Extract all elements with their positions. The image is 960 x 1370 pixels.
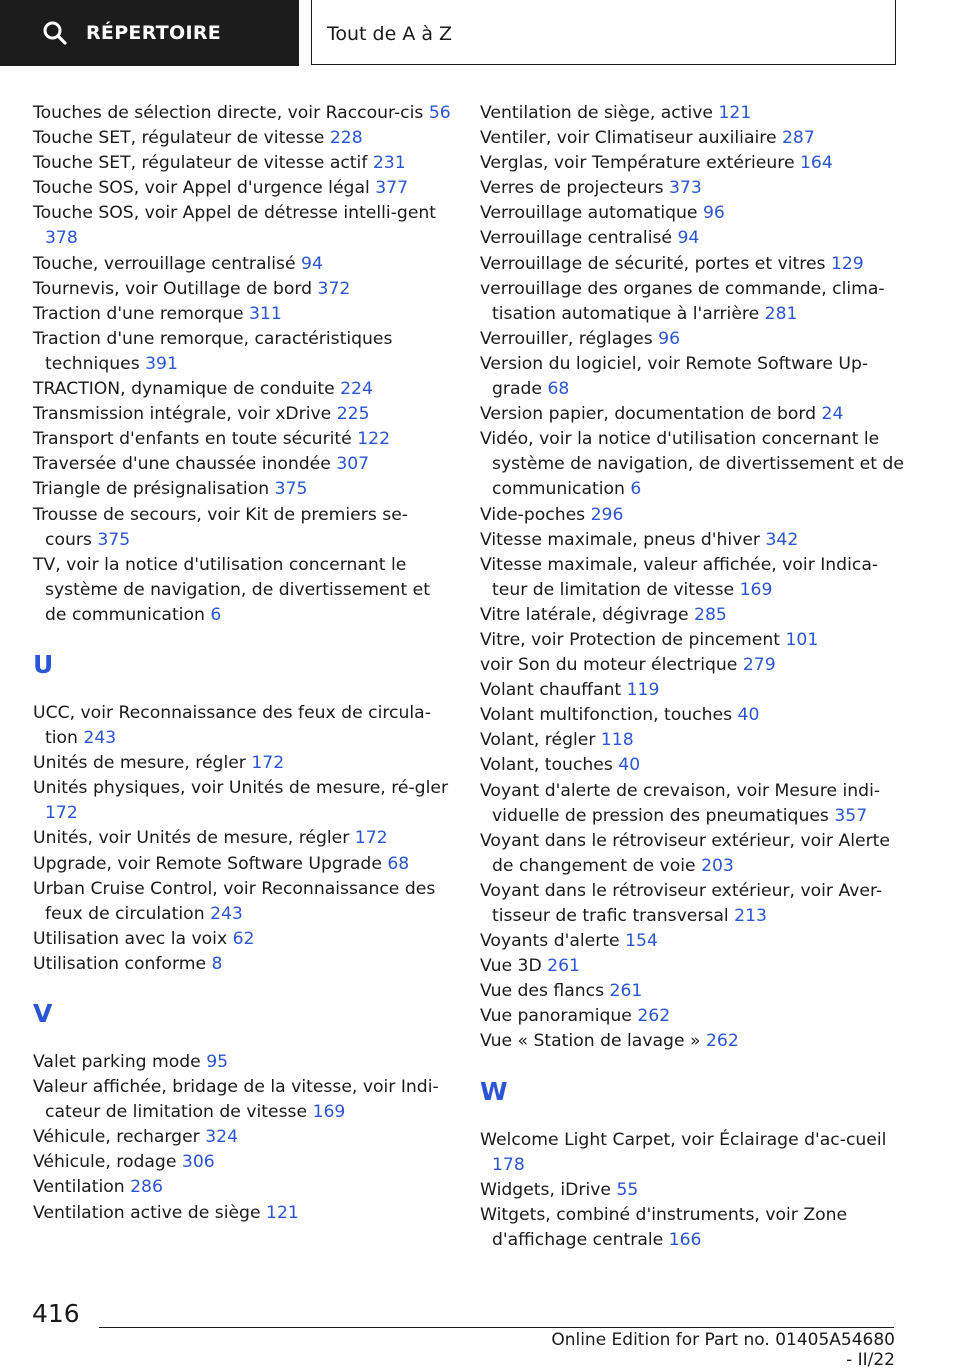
index-entry-text: Touche, verrouillage centralisé bbox=[33, 253, 302, 274]
page-link[interactable]: 95 bbox=[206, 1052, 229, 1072]
page-link[interactable]: 68 bbox=[387, 853, 410, 874]
index-entry bbox=[33, 176, 453, 201]
index-entry-text: Ventilation bbox=[33, 1177, 131, 1198]
index-column-right bbox=[480, 101, 910, 1253]
page-link[interactable]: 281 bbox=[764, 303, 798, 324]
index-entry-text: Unités physiques, voir Unités de mesure, ré-gler bbox=[33, 778, 449, 799]
index-entry-text: Voyant dans le rétroviseur extérieur, voir Aver-tisseur de trafic transversal bbox=[480, 880, 883, 926]
index-entry bbox=[33, 1125, 453, 1150]
page-link[interactable]: 261 bbox=[609, 981, 643, 1002]
page-link[interactable]: 262 bbox=[705, 1031, 739, 1052]
index-entry bbox=[480, 503, 910, 528]
index-entry bbox=[480, 879, 910, 929]
page-link[interactable]: 118 bbox=[600, 730, 634, 751]
index-entry-text: Verrouillage automatique bbox=[480, 203, 703, 224]
index-entry-text: Utilisation conforme bbox=[33, 953, 212, 974]
index-entry-text: Ventilation de siège, active bbox=[480, 103, 719, 123]
index-entry-text: Vitre, voir Protection de pincement bbox=[480, 629, 786, 650]
index-entry bbox=[480, 1004, 910, 1029]
index-entry bbox=[33, 201, 453, 251]
page-link[interactable]: 373 bbox=[669, 178, 702, 199]
page-link[interactable]: 285 bbox=[694, 604, 727, 625]
index-entry bbox=[33, 101, 453, 126]
index-entry-text: Vue panoramique bbox=[480, 1006, 638, 1027]
index-entry bbox=[33, 1050, 453, 1075]
index-entry bbox=[480, 954, 910, 979]
section-title: Tout de A à Z bbox=[327, 23, 453, 45]
page-link[interactable]: 311 bbox=[249, 303, 282, 324]
page-link[interactable]: 101 bbox=[785, 629, 819, 650]
index-entry bbox=[480, 226, 910, 251]
index-entry bbox=[33, 826, 453, 851]
index-entry-text: Transport d'enfants en toute sécurité bbox=[33, 429, 358, 450]
index-entry-text: Vide-poches bbox=[480, 504, 591, 525]
index-entry bbox=[33, 377, 453, 402]
page-link[interactable]: 122 bbox=[357, 429, 391, 450]
page-link[interactable]: 372 bbox=[317, 278, 351, 299]
index-entry-text: TRACTION, dynamique de conduite bbox=[33, 379, 341, 400]
page-link[interactable]: 40 bbox=[618, 755, 641, 776]
index-entry bbox=[480, 929, 910, 954]
index-entry-text: Touche SET, régulateur de vitesse bbox=[33, 128, 330, 149]
page-link[interactable]: 262 bbox=[637, 1006, 671, 1027]
index-entry bbox=[33, 952, 453, 977]
page-link[interactable]: 279 bbox=[742, 655, 776, 676]
index-entry bbox=[33, 277, 453, 302]
index-entry-text: Version du logiciel, voir Remote Software Up-grade bbox=[480, 353, 869, 400]
index-entry-text: Welcome Light Carpet, voir Éclairage d'ac-cueil bbox=[480, 1129, 887, 1150]
page-link[interactable]: 154 bbox=[625, 931, 658, 952]
index-entry-text: Ventilation active de siège bbox=[33, 1202, 267, 1223]
index-entry-text: Volant chauffant bbox=[480, 680, 627, 701]
index-entry bbox=[33, 503, 453, 553]
index-entry bbox=[33, 1201, 453, 1226]
page-link[interactable]: 121 bbox=[266, 1202, 299, 1223]
page-link[interactable]: 172 bbox=[354, 828, 388, 849]
index-entry-text: Traction d'une remorque bbox=[33, 303, 249, 324]
page-link[interactable]: 224 bbox=[340, 379, 373, 400]
index-entry bbox=[480, 176, 910, 201]
page-link[interactable]: 8 bbox=[211, 953, 223, 974]
index-entry-text: Verres de projecteurs bbox=[480, 178, 669, 199]
index-entry-text: Utilisation avec la voix bbox=[33, 928, 233, 949]
page-link[interactable]: 40 bbox=[737, 705, 760, 726]
index-tab-label: RÉPERTOIRE bbox=[86, 22, 222, 44]
index-entry bbox=[33, 1075, 453, 1125]
index-entry bbox=[480, 979, 910, 1004]
index-entry-text: Vue des flancs bbox=[480, 981, 610, 1002]
page-link[interactable]: 6 bbox=[210, 604, 222, 625]
index-entry-text: Version papier, documentation de bord bbox=[480, 404, 822, 425]
index-entry-text: Volant, touches bbox=[480, 755, 619, 776]
page-link[interactable]: 375 bbox=[97, 529, 131, 550]
index-entry-text: verrouillage des organes de commande, clima-tisation automatique à l'arrière bbox=[480, 278, 885, 324]
page-link[interactable]: 391 bbox=[145, 353, 178, 374]
page-link[interactable]: 121 bbox=[718, 103, 752, 123]
index-entry bbox=[33, 327, 453, 377]
index-entry bbox=[33, 452, 453, 477]
index-entry bbox=[480, 528, 910, 553]
index-entry bbox=[480, 703, 910, 728]
search-icon bbox=[42, 20, 68, 46]
index-entry-text: Verglas, voir Température extérieure bbox=[480, 153, 800, 174]
page-link[interactable]: 357 bbox=[834, 805, 868, 826]
index-entry-text: Valet parking mode bbox=[33, 1052, 207, 1072]
index-entry bbox=[33, 776, 453, 826]
page-link[interactable]: 261 bbox=[547, 956, 580, 977]
index-entry bbox=[480, 728, 910, 753]
index-entry bbox=[33, 477, 453, 502]
page-link[interactable]: 243 bbox=[83, 728, 117, 749]
index-entry-text: Verrouillage centralisé bbox=[480, 228, 678, 249]
index-entry bbox=[480, 753, 910, 778]
page-link[interactable]: 169 bbox=[739, 579, 773, 600]
index-entry bbox=[480, 1128, 910, 1178]
page-link[interactable]: 286 bbox=[130, 1177, 163, 1198]
page-link[interactable]: 172 bbox=[251, 753, 285, 774]
index-entry bbox=[480, 327, 910, 352]
page-link[interactable]: 228 bbox=[329, 128, 363, 149]
index-entry-text: Voyant d'alerte de crevaison, voir Mesure indi-viduelle de pression des pneumatiques bbox=[480, 780, 881, 826]
index-entry-text: Vue « Station de lavage » bbox=[480, 1031, 706, 1052]
index-entry bbox=[33, 427, 453, 452]
index-entry-text: Valeur affichée, bridage de la vitesse, voir Indi-cateur de limitation de vitesse bbox=[33, 1077, 439, 1123]
index-entry-text: Traversée d'une chaussée inondée bbox=[33, 454, 337, 475]
index-entry-text: Urban Cruise Control, voir Reconnaissance des feux de circulation bbox=[33, 878, 436, 924]
page-link[interactable]: 324 bbox=[205, 1127, 239, 1148]
page-link[interactable]: 129 bbox=[830, 253, 864, 274]
index-entry-text: Triangle de présignalisation bbox=[33, 479, 275, 500]
page-link[interactable]: 243 bbox=[210, 903, 243, 924]
index-entry bbox=[480, 201, 910, 226]
index-entry bbox=[480, 277, 910, 327]
index-entry bbox=[33, 151, 453, 176]
index-entry bbox=[480, 252, 910, 277]
page-link[interactable]: 94 bbox=[301, 253, 323, 274]
page-link[interactable]: 94 bbox=[677, 228, 700, 249]
page-link[interactable]: 307 bbox=[336, 454, 370, 475]
index-entry bbox=[480, 603, 910, 628]
index-entry-text: Touche SOS, voir Appel de détresse intelli-gent bbox=[33, 203, 437, 224]
index-tab[interactable] bbox=[0, 0, 299, 66]
page-link[interactable]: 296 bbox=[590, 504, 624, 525]
page-link[interactable]: 172 bbox=[45, 803, 78, 824]
page-link[interactable]: 96 bbox=[702, 203, 725, 224]
index-entry bbox=[33, 927, 453, 952]
index-entry-text: voir Son du moteur électrique bbox=[480, 655, 743, 676]
section-title-box bbox=[311, 0, 896, 65]
index-entry bbox=[480, 352, 910, 402]
index-column-left bbox=[33, 101, 453, 1226]
index-entry-text: Touches de sélection directe, voir Raccour-cis bbox=[33, 103, 429, 123]
page-link[interactable]: 6 bbox=[630, 479, 642, 500]
page-link[interactable]: 96 bbox=[658, 328, 681, 349]
index-entry-text: Vitesse maximale, valeur affichée, voir Indica-teur de limitation de vitesse bbox=[480, 554, 879, 600]
index-entry-text: Vitre latérale, dégivrage bbox=[480, 604, 695, 625]
index-entry-text: Vue 3D bbox=[480, 956, 548, 977]
index-entry bbox=[33, 1175, 453, 1200]
index-entry bbox=[480, 427, 910, 502]
section-letter: V bbox=[33, 999, 53, 1028]
index-entry-text: Widgets, iDrive bbox=[480, 1179, 617, 1200]
page-link[interactable]: 56 bbox=[428, 103, 451, 123]
index-entry bbox=[33, 751, 453, 776]
index-entry bbox=[33, 1150, 453, 1175]
index-entry-text: Transmission intégrale, voir xDrive bbox=[33, 404, 337, 425]
index-entry-text: TV, voir la notice d'utilisation concernant le système de navigation, de divertissement et de communication bbox=[33, 554, 430, 625]
index-entry-text: Verrouillage de sécurité, portes et vitres bbox=[480, 253, 831, 274]
page-link[interactable]: 378 bbox=[45, 228, 78, 249]
page-link[interactable]: 213 bbox=[734, 906, 767, 926]
index-entry-text: Voyant dans le rétroviseur extérieur, voir Alerte de changement de voie bbox=[480, 830, 890, 876]
index-entry bbox=[480, 678, 910, 703]
index-entry-text: Véhicule, recharger bbox=[33, 1127, 206, 1148]
page-link[interactable]: 24 bbox=[821, 404, 844, 425]
index-entry-text: Verrouiller, réglages bbox=[480, 328, 659, 349]
index-entry bbox=[480, 126, 910, 151]
index-entry-text: Volant, régler bbox=[480, 730, 601, 751]
index-entry-text: Vitesse maximale, pneus d'hiver bbox=[480, 529, 766, 550]
page-link[interactable]: 231 bbox=[372, 153, 406, 174]
page-link[interactable]: 377 bbox=[375, 178, 409, 199]
index-entry bbox=[480, 151, 910, 176]
index-entry-text: Unités de mesure, régler bbox=[33, 753, 252, 774]
index-entry bbox=[480, 653, 910, 678]
index-entry bbox=[480, 1029, 910, 1054]
index-entry bbox=[480, 553, 910, 603]
page-link[interactable]: 166 bbox=[668, 1229, 702, 1250]
index-entry-text: Upgrade, voir Remote Software Upgrade bbox=[33, 853, 388, 874]
index-entry bbox=[480, 829, 910, 879]
section-letter: U bbox=[33, 649, 54, 679]
page-link[interactable]: 203 bbox=[701, 855, 734, 876]
footer-edition: Online Edition for Part no. 01405A54680 - II/22 bbox=[551, 1330, 895, 1370]
index-entry-text: Ventiler, voir Climatiseur auxiliaire bbox=[480, 128, 782, 149]
index-entry bbox=[33, 553, 453, 628]
footer-divider bbox=[99, 1327, 894, 1328]
index-entry bbox=[33, 852, 453, 877]
index-entry bbox=[33, 402, 453, 427]
index-entry bbox=[480, 628, 910, 653]
page-link[interactable]: 178 bbox=[492, 1154, 525, 1175]
page-link[interactable]: 306 bbox=[181, 1152, 215, 1173]
index-entry bbox=[33, 701, 453, 751]
index-entry bbox=[33, 877, 453, 927]
index-entry-text: Touche SOS, voir Appel d'urgence légal bbox=[33, 178, 376, 199]
index-entry-text: Touche SET, régulateur de vitesse actif bbox=[33, 153, 373, 174]
index-entry bbox=[480, 1203, 910, 1253]
page-header bbox=[0, 0, 960, 66]
page-link[interactable]: 225 bbox=[336, 404, 370, 425]
index-entry bbox=[33, 126, 453, 151]
page-link[interactable]: 68 bbox=[547, 379, 570, 400]
index-entry-text: UCC, voir Reconnaissance des feux de circula-tion bbox=[33, 702, 431, 749]
page-number: 416 bbox=[32, 1299, 80, 1328]
page-link[interactable]: 287 bbox=[782, 128, 815, 149]
index-entry-text: Véhicule, rodage bbox=[33, 1152, 182, 1173]
page-link[interactable]: 119 bbox=[626, 680, 660, 701]
index-entry-text: Vidéo, voir la notice d'utilisation concernant le système de navigation, de divertissement et de communication bbox=[480, 429, 904, 500]
section-letter: W bbox=[480, 1076, 508, 1106]
index-entry bbox=[480, 779, 910, 829]
page-link[interactable]: 55 bbox=[616, 1179, 639, 1200]
page-link[interactable]: 62 bbox=[232, 928, 255, 949]
index-entry bbox=[33, 252, 453, 277]
index-entry-text: Tournevis, voir Outillage de bord bbox=[33, 278, 318, 299]
index-entry-text: Unités, voir Unités de mesure, régler bbox=[33, 828, 355, 849]
index-entry bbox=[480, 402, 910, 427]
index-entry bbox=[33, 302, 453, 327]
index-entry-text: Trousse de secours, voir Kit de premiers se-cours bbox=[33, 504, 408, 550]
index-entry-text: Traction d'une remorque, caractéristiques techniques bbox=[33, 328, 393, 374]
page-link[interactable]: 342 bbox=[765, 529, 799, 550]
index-entry bbox=[480, 101, 910, 126]
page-link[interactable]: 164 bbox=[799, 153, 833, 174]
page-link[interactable]: 169 bbox=[312, 1102, 346, 1123]
index-entry bbox=[480, 1178, 910, 1203]
index-entry-text: Voyants d'alerte bbox=[480, 931, 626, 952]
index-entry-text: Volant multifonction, touches bbox=[480, 705, 738, 726]
page-link[interactable]: 375 bbox=[274, 479, 308, 500]
index-entry-text: Witgets, combiné d'instruments, voir Zone d'affichage centrale bbox=[480, 1204, 848, 1250]
